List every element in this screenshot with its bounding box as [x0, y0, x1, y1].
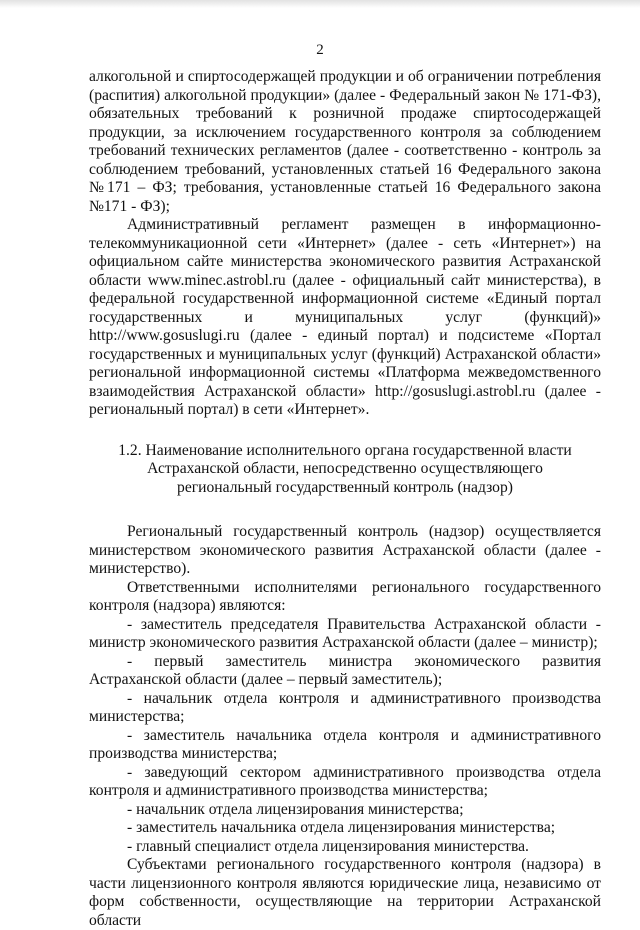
paragraph-regulation-placement: Административный регламент размещен в информационно-телекоммуникационной сети «Интернет» (далее - сеть «Интернет») на официальном сайте министерства экономического развития Астраханской области www.minec.astrobl.ru (далее - официальный сайт министерства), в федеральной государственной информационной системе «Единый портал государственных и муниципальных услуг (функций)» http://www.gosuslugi.ru (далее - единый портал) и подсистеме «Портал государственных и муниципальных услуг (функций) Астраханской области» региональной информационной системы «Платформа межведомственного взаимодействия Астраханской области» http://gosuslugi.astrobl.ru (далее - региональный портал) в сети «Интернет». [89, 216, 601, 418]
page-number: 2 [316, 42, 324, 58]
paragraph-responsible-intro: Ответственными исполнителями регионального государственного контроля (надзора) являются: [89, 578, 601, 614]
list-item-first-deputy: - первый заместитель министра экономического развития Астраханской области (далее – первый заместитель); [89, 652, 601, 688]
paragraph-law-continuation: алкогольной и спиртосодержащей продукции и об ограничении потребления (распития) алкогольной продукции» (далее - Федеральный закон № 171-ФЗ), обязательных требований к розничной продаже спиртосодержащей продукции, за исключением государственного контроля за соблюдением требований технических регламентов (далее - соответственно - контроль за соблюдением требований, установленных статьей 16 Федерального закона №171 – ФЗ; требования, установленные статьей 16 Федерального закона №171 - ФЗ); [89, 68, 601, 215]
paragraph-control-authority: Региональный государственный контроль (надзор) осуществляется министерством экономического развития Астраханской области (далее - министерство). [89, 523, 601, 577]
list-item-sector-head: - заведующий сектором административного производства отдела контроля и административного производства министерства; [89, 763, 601, 799]
list-item-deputy-chairman: - заместитель председателя Правительства Астраханской области - министр экономического развития Астраханской области (далее – министр); [89, 615, 601, 651]
paragraph-control-subjects: Субъектами регионального государственного контроля (надзора) в части лицензионного контроля являются юридические лица, независимо от форм собственности, осуществляющие на территории Астраханской области [89, 856, 601, 929]
list-item-head-control-dept: - начальник отдела контроля и административного производства министерства; [89, 689, 601, 725]
document-body [89, 68, 601, 930]
list-item-deputy-head-control-dept: - заместитель начальника отдела контроля и административного производства министерства; [89, 726, 601, 762]
list-item-deputy-head-licensing-dept: - заместитель начальника отдела лицензирования министерства; [127, 819, 556, 836]
list-item-head-licensing-dept: - начальник отдела лицензирования министерства; [127, 800, 464, 818]
scan-edge [0, 0, 640, 8]
section-heading-1-2: 1.2. Наименование исполнительного органа государственной власти Астраханской области, непосредственно осуществляющего региональный государственный контроль (надзор) [118, 441, 572, 496]
list-item-chief-specialist: - главный специалист отдела лицензирования министерства. [127, 837, 529, 855]
